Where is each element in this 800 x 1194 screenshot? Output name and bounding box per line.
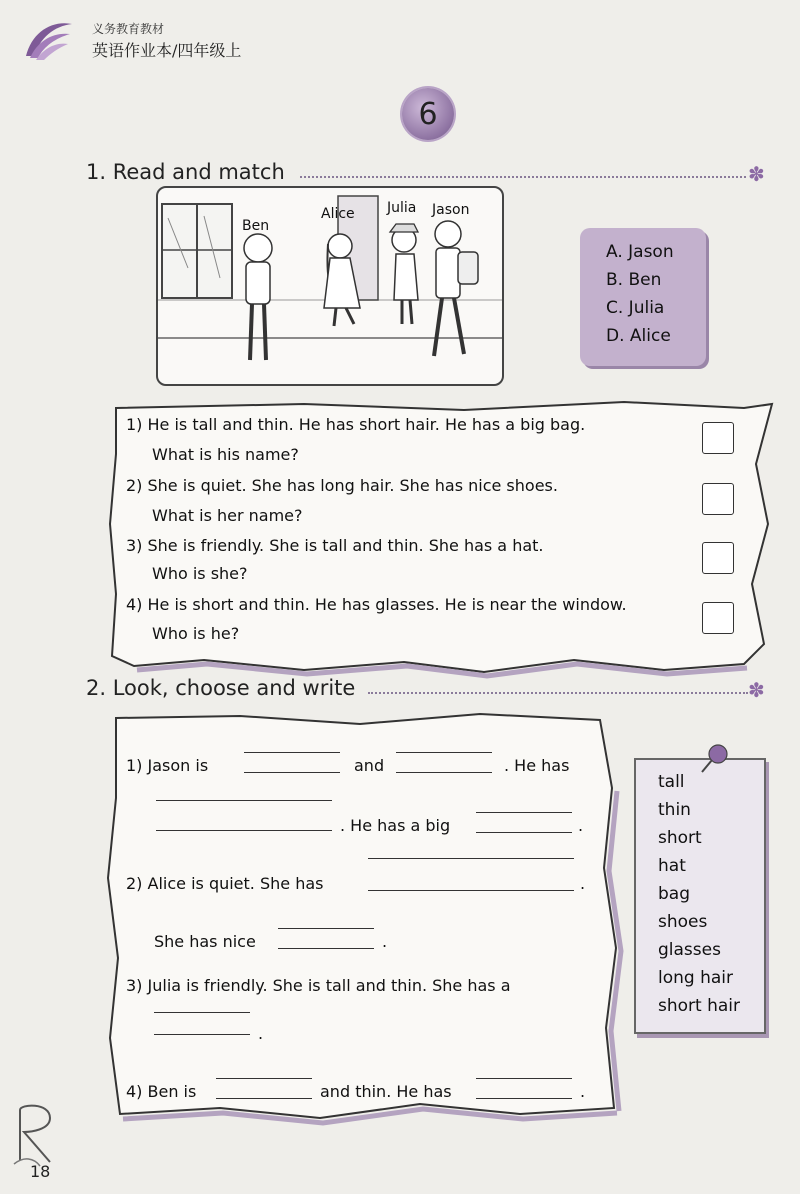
section2-title: 2. Look, choose and write <box>86 676 356 700</box>
flower-icon: ✽ <box>748 678 765 702</box>
section1-title: 1. Read and match <box>86 160 285 184</box>
q4-blank-2[interactable] <box>476 1098 572 1099</box>
decorative-letter-icon <box>10 1100 70 1170</box>
blank-guide <box>244 752 340 753</box>
word-bank-card <box>634 758 766 1034</box>
pushpin-icon <box>694 742 734 776</box>
unit-number: 6 <box>418 96 438 132</box>
q2-line2: What is her name? <box>152 506 303 525</box>
write-q2-part-c: She has nice <box>154 932 256 951</box>
label-alice: Alice <box>321 206 355 222</box>
q4-line1: 4) He is short and thin. He has glasses. He is near the window. <box>126 595 627 614</box>
classroom-picture <box>156 186 504 386</box>
blank-guide <box>156 800 332 801</box>
word-bank-item: glasses <box>658 940 721 960</box>
write-q2-part-a: 2) Alice is quiet. She has <box>126 874 324 893</box>
answer-box-2[interactable] <box>702 483 734 515</box>
label-julia: Julia <box>387 200 417 216</box>
q1-line1: 1) He is tall and thin. He has short hair. He has a big bag. <box>126 415 586 434</box>
write-q4-part-b: and thin. He has <box>320 1082 452 1101</box>
q4-blank-1[interactable] <box>216 1098 312 1099</box>
q2-blank-1[interactable] <box>368 890 574 891</box>
write-q1-part-c: . He has <box>504 756 570 775</box>
unit-number-badge <box>402 88 454 140</box>
write-q1-part-a: 1) Jason is <box>126 756 209 775</box>
word-bank-item: shoes <box>658 912 708 932</box>
q2-blank-2[interactable] <box>278 948 374 949</box>
answer-box-4[interactable] <box>702 602 734 634</box>
q3-line2: Who is she? <box>152 564 248 583</box>
q2-line1: 2) She is quiet. She has long hair. She has nice shoes. <box>126 476 558 495</box>
word-bank-item: bag <box>658 884 690 904</box>
write-q1-part-d: . He has a big <box>340 816 451 835</box>
write-q3-part-b: . <box>258 1024 264 1043</box>
answer-box-3[interactable] <box>702 542 734 574</box>
q1-blank-4[interactable] <box>476 832 572 833</box>
label-jason: Jason <box>432 202 470 218</box>
blank-guide <box>476 812 572 813</box>
blank-guide <box>154 1012 250 1013</box>
publisher-logo-icon <box>18 14 76 64</box>
series-label: 义务教育教材 <box>92 22 165 36</box>
blank-guide <box>278 928 374 929</box>
word-bank-item: short <box>658 828 702 848</box>
q3-blank-1[interactable] <box>154 1034 250 1035</box>
word-bank-item: tall <box>658 772 685 792</box>
option-a: A. Jason <box>606 242 674 262</box>
write-q4-part-a: 4) Ben is <box>126 1082 197 1101</box>
option-d: D. Alice <box>606 326 671 346</box>
page-number: 18 <box>30 1162 51 1181</box>
q1-blank-2[interactable] <box>396 772 492 773</box>
option-c: C. Julia <box>606 298 665 318</box>
write-q2-part-b: . <box>580 874 586 893</box>
q3-line1: 3) She is friendly. She is tall and thin. She has a hat. <box>126 536 544 555</box>
blank-guide <box>368 858 574 859</box>
blank-guide <box>216 1078 312 1079</box>
write-q2-part-d: . <box>382 932 388 951</box>
write-q1-part-b: and <box>354 756 385 775</box>
word-bank-item: long hair <box>658 968 733 988</box>
q1-blank-1[interactable] <box>244 772 340 773</box>
q4-line2: Who is he? <box>152 624 240 643</box>
section2-dotted-rule <box>368 692 748 694</box>
write-q1-part-e: . <box>578 816 584 835</box>
word-bank-item: thin <box>658 800 691 820</box>
option-b: B. Ben <box>606 270 662 290</box>
q1-line2: What is his name? <box>152 445 299 464</box>
label-ben: Ben <box>242 218 270 234</box>
book-title: 英语作业本/四年级上 <box>92 41 242 60</box>
flower-icon: ✽ <box>748 162 765 186</box>
word-bank-item: short hair <box>658 996 740 1016</box>
answer-box-1[interactable] <box>702 422 734 454</box>
q1-blank-3[interactable] <box>156 830 332 831</box>
write-q4-part-c: . <box>580 1082 586 1101</box>
section1-dotted-rule <box>300 176 746 178</box>
write-q3-part-a: 3) Julia is friendly. She is tall and thin. She has a <box>126 976 511 995</box>
word-bank-item: hat <box>658 856 686 876</box>
blank-guide <box>396 752 492 753</box>
blank-guide <box>476 1078 572 1079</box>
match-options-card <box>580 228 706 366</box>
